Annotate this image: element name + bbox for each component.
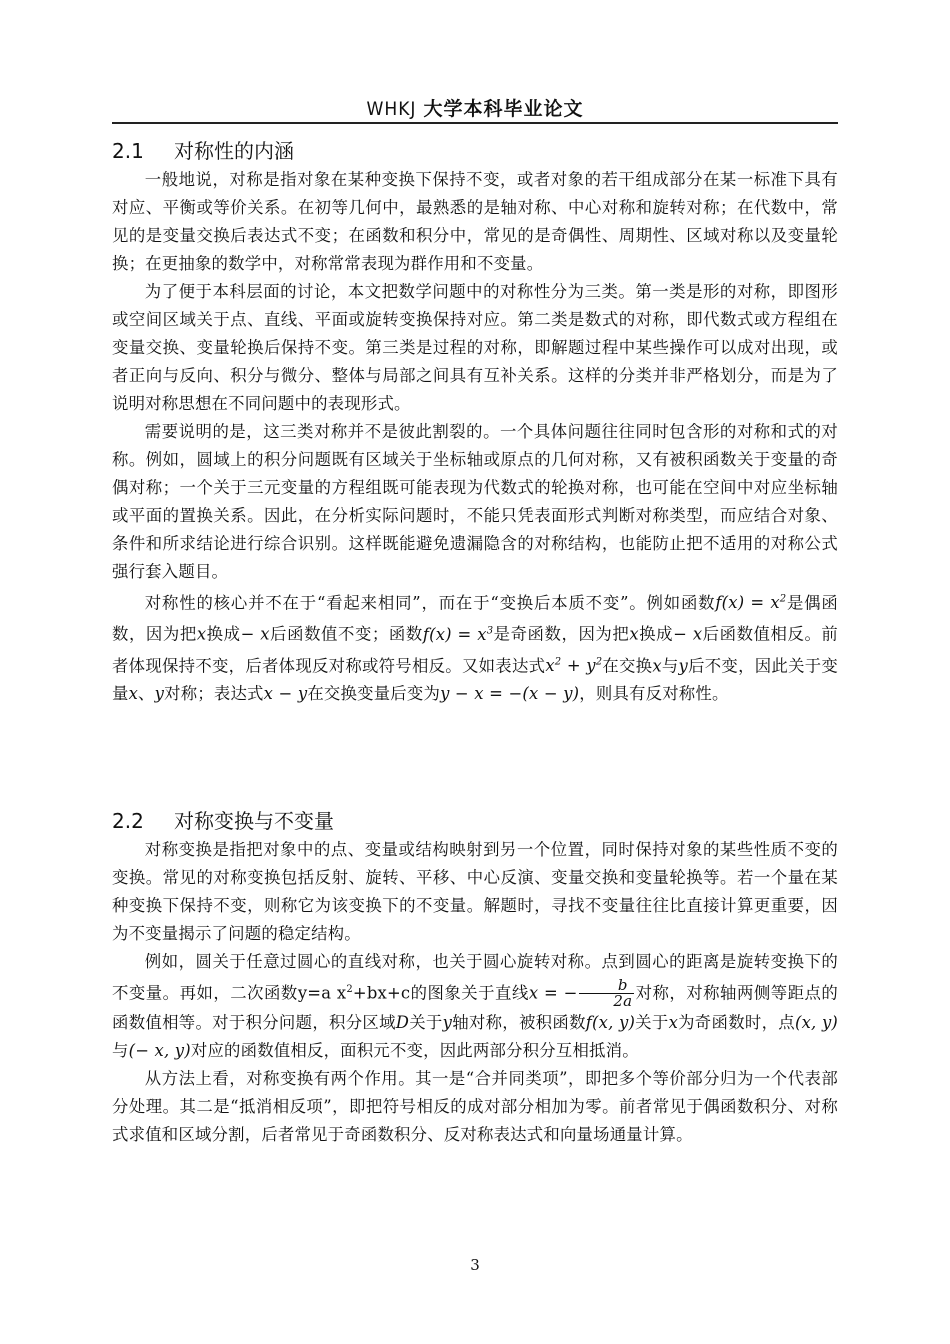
- paragraph: 从方法上看，对称变换有两个作用。其一是“合并同类项”，即把多个等价部分归为一个代表部分处理。其二是“抵消相反项”，即把符号相反的成对部分相加为零。前者常见于偶函数积分、对称式求值和区域分割，后者常见于奇函数积分、反对称表达式和向量场通量计算。: [112, 1069, 838, 1145]
- paragraph: 一般地说，对称是指对象在某种变换下保持不变，或者对象的若干组成部分在某一标准下具有对应、平衡或等价关系。在初等几何中，最熟悉的是轴对称、中心对称和旋转对称；在代数中，常见的是变量交换后表达式不变；在函数和积分中，常见的是奇偶性、周期性、区域对称以及变量轮换；在更抽象的数学中，对称常常表现为群作用和不变量。: [112, 170, 838, 273]
- paragraph-functions: 对称性的核心并不在于“看起来相同”，而在于“变换后本质不变”。例如函数$f(x) = x^2$是偶函数，因为把x换成− x后函数值不变；函数$f(x) = x^3$是奇函数，因为把x换成− x后函数值相反。前者体现保持不变，后者体现反对称或符号相反。又如表达式$x^2 + y^2$在交换x与y后不变，因此关于变量x、y对称；表达式x − y在交换变量后变为y − x = −(x − y)，则具有反对称性。: [112, 593, 839, 704]
- formula: $f(x) = x^3$: [422, 624, 494, 644]
- page-header: [112, 94, 838, 124]
- section-2-1: [112, 138, 838, 708]
- section-number: 2.1: [112, 139, 144, 163]
- section-heading: 对称性的内涵: [174, 139, 294, 163]
- section-number: 2.2: [112, 809, 144, 833]
- formula: f(x, y): [585, 1013, 636, 1033]
- formula: (− x, y): [128, 1041, 191, 1061]
- formula: (x, y): [794, 1013, 839, 1033]
- paragraph-example: 例如，圆关于任意过圆心的直线对称，也关于圆心旋转对称。点到圆心的距离是旋转变换下的不变量。再如，二次函数y=a $x^2+bx+c$的图象关于直线x = − $\frac{b}{2a}$ 对称，对称轴两侧等距点的函数值相等。对于积分问题，积分区域D关于y轴对称，被积函数f(x, y)关于x为奇函数时，点(x, y)与(− x, y)对应的函数值相反，面积元不变，因此两部分积分互相抵消。: [112, 952, 839, 1061]
- formula: y − x = −(x − y): [440, 684, 580, 704]
- section-2-2: [112, 808, 838, 1149]
- formula: $x^2 + y^2$: [545, 656, 603, 676]
- section-title: [112, 808, 838, 834]
- section-heading: 对称变换与不变量: [174, 809, 334, 833]
- paragraph: 对称变换是指把对象中的点、变量或结构映射到另一个位置，同时保持对象的某些性质不变的变换。常见的对称变换包括反射、旋转、平移、中心反演、变量交换和变量轮换等。若一个量在某种变换下保持不变，则称它为该变换下的不变量。解题时，寻找不变量往往比直接计算更重要，因为不变量揭示了问题的稳定结构。: [112, 840, 838, 943]
- fraction: $\frac{b}{2a}$: [579, 978, 635, 1009]
- paragraph: 为了便于本科层面的讨论，本文把数学问题中的对称性分为三类。第一类是形的对称，即图形或空间区域关于点、直线、平面或旋转变换保持对应。第二类是数式的对称，即代数式或方程组在变量交换、变量轮换后保持不变。第三类是过程的对称，即解题过程中某些操作可以成对出现，或者正向与反向、积分与微分、整体与局部之间具有互补关系。这样的分类并非严格划分，而是为了说明对称思想在不同问题中的表现形式。: [112, 282, 838, 413]
- formula: $f(x) = x^2$: [715, 593, 787, 613]
- section-title: [112, 138, 838, 164]
- header-brand: WHKJ: [366, 98, 417, 120]
- formula: x = −: [528, 983, 578, 1003]
- paragraph: 需要说明的是，这三类对称并不是彼此割裂的。一个具体问题往往同时包含形的对称和式的对称。例如，圆域上的积分问题既有区域关于坐标轴或原点的几何对称，又有被积函数关于变量的奇偶对称；一个关于三元变量的方程组既可能表现为代数式的轮换对称，也可能在空间中对应坐标轴或平面的置换关系。因此，在分析实际问题时，不能只凭表面形式判断对称类型，而应结合对象、条件和所求结论进行综合识别。这样既能避免遗漏隐含的对称结构，也能防止把不适用的对称公式强行套入题目。: [112, 422, 838, 581]
- page-number: 3: [470, 1256, 480, 1274]
- header-title: 大学本科毕业论文: [423, 98, 584, 120]
- formula: x − y: [263, 684, 308, 704]
